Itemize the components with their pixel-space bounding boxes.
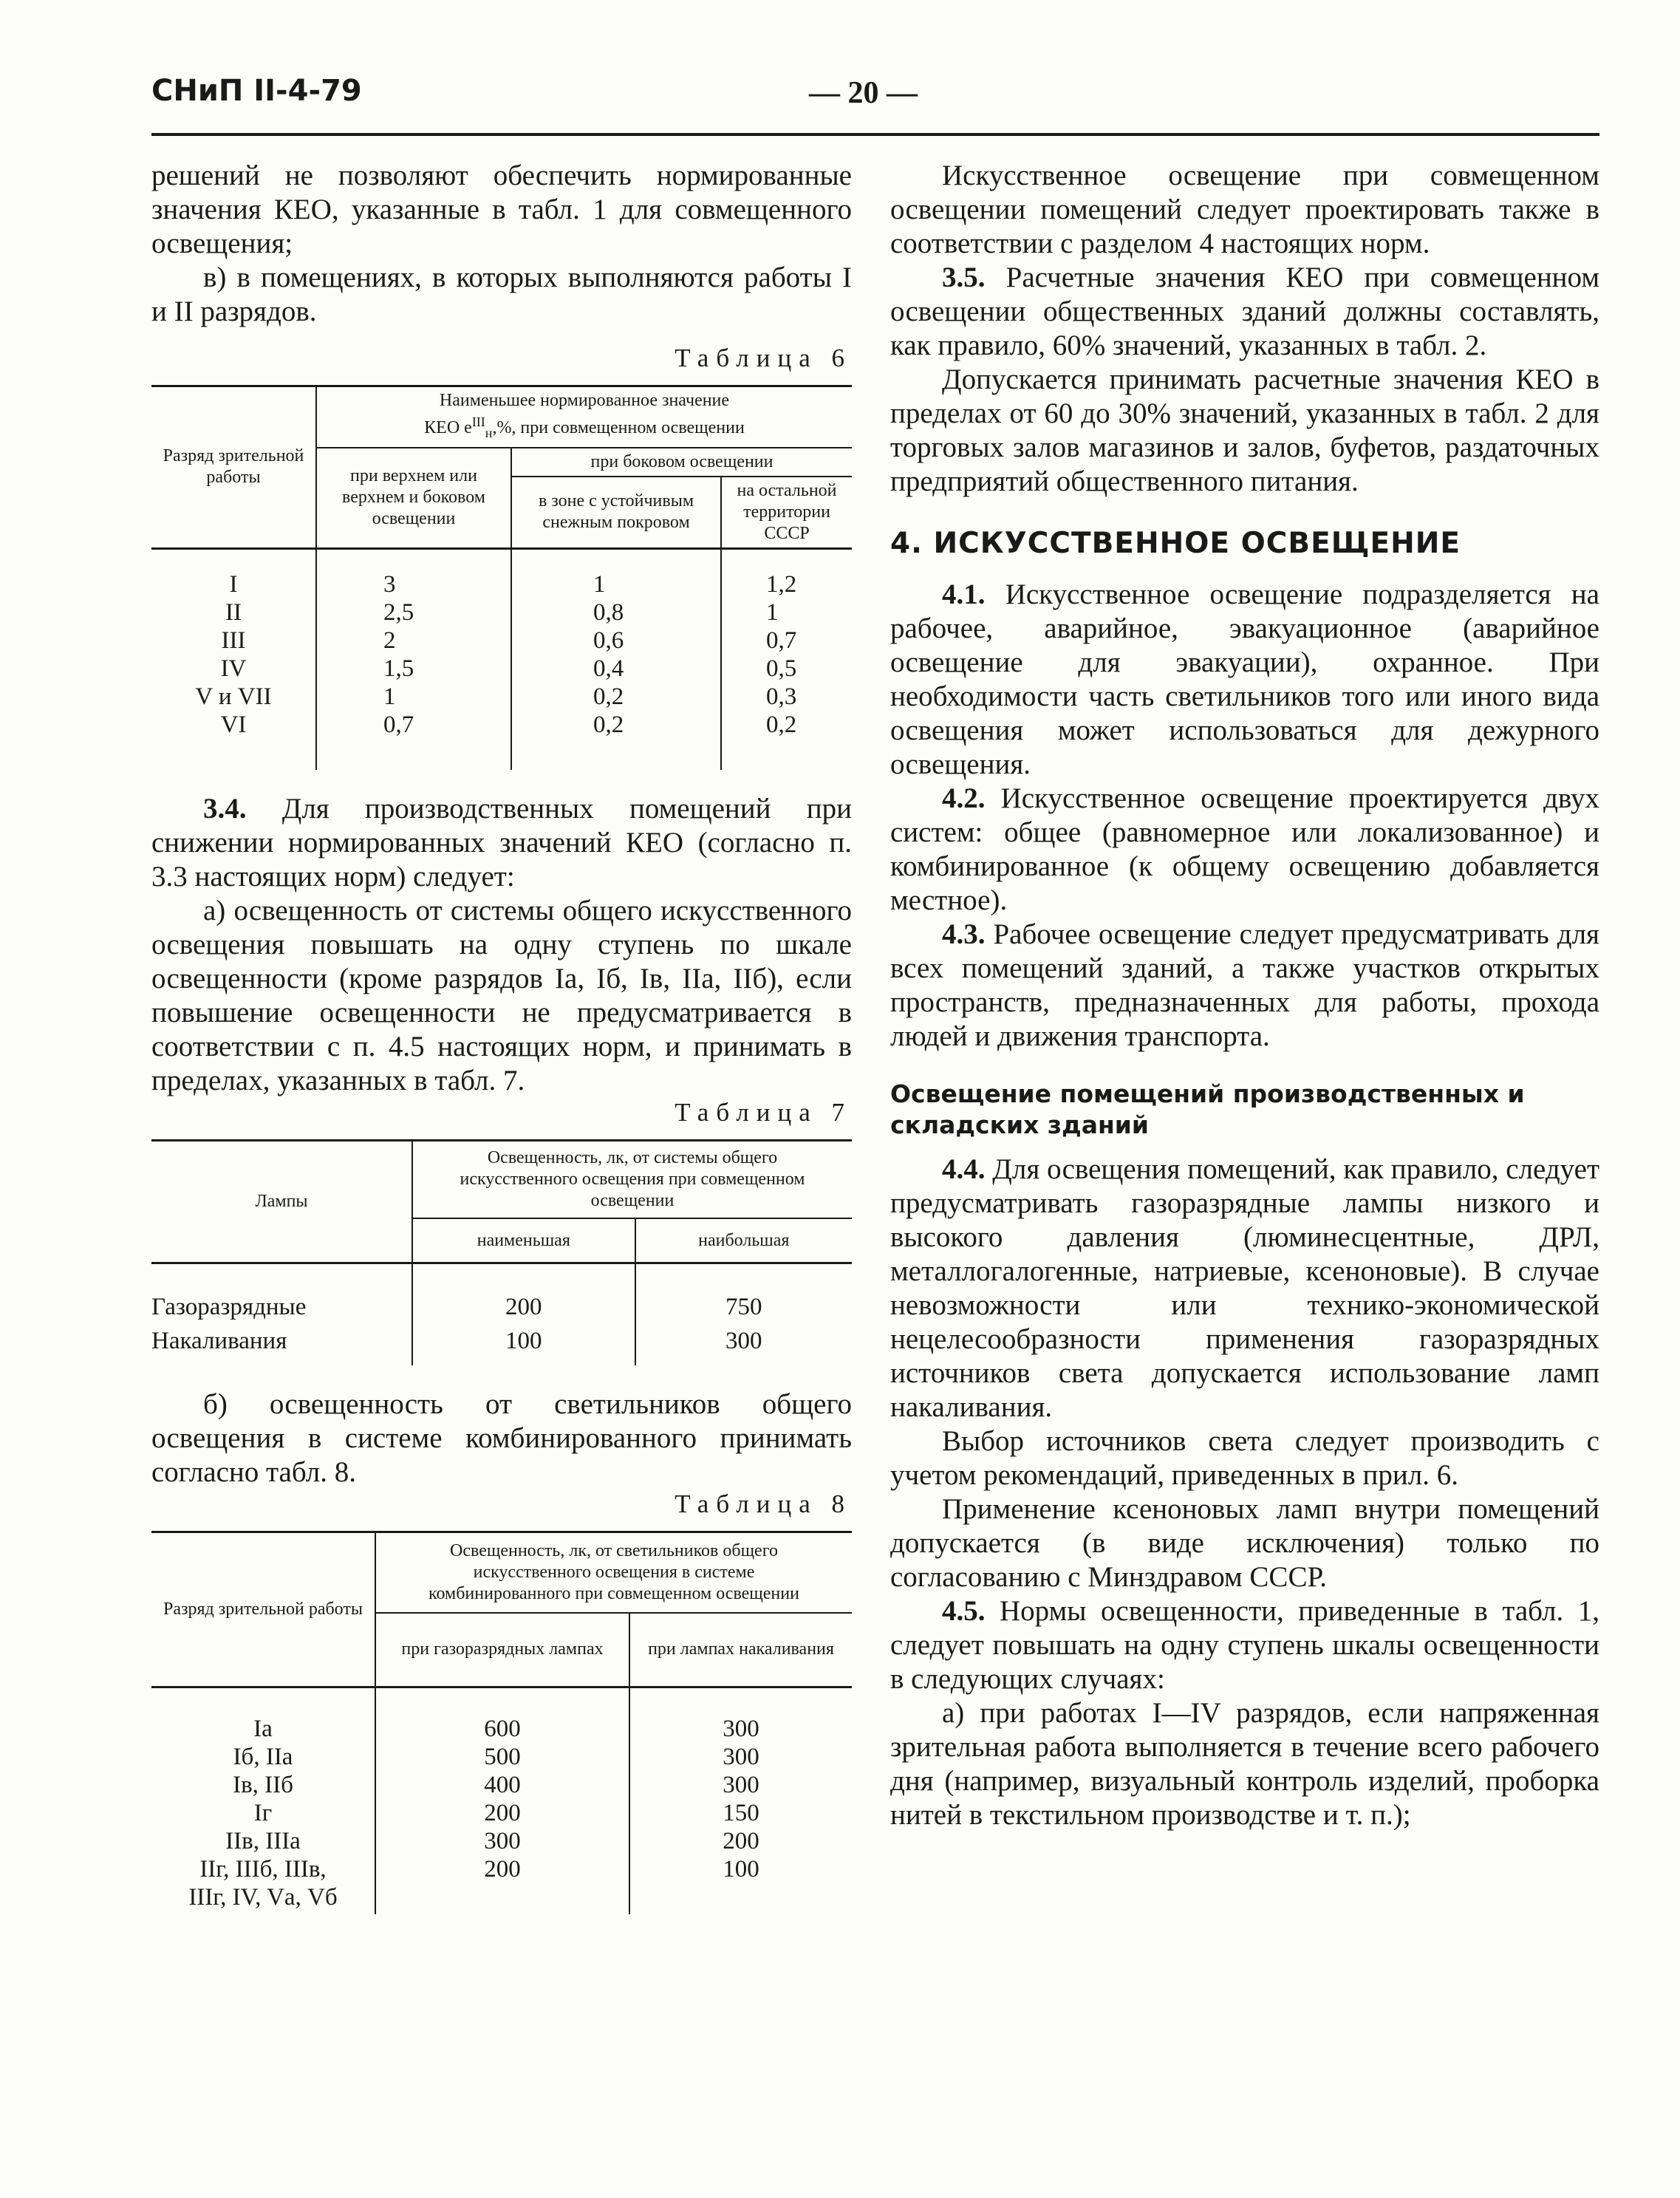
t6-col-rank: I II III IV V и VII VI xyxy=(195,570,272,738)
table-6-caption: Таблица 6 xyxy=(675,344,852,372)
paragraph-4-4-c: Применение ксеноновых ламп внутри помещений допускается (в виде исключения) только по согласованию с Минздравом СССР. xyxy=(890,1493,1599,1593)
t6-header-rest: на остальной территории СССР xyxy=(721,477,852,549)
paragraph-4-5: 4.5. Нормы освещенности, приведенные в табл. 1, следует повышать на одну ступень шкалы освещенности в следующих случаях: xyxy=(890,1595,1599,1695)
t6-header-rank: Разряд зрительной работы xyxy=(163,446,304,488)
table-8-caption: Таблица 8 xyxy=(675,1489,852,1518)
t6-header-snow: в зоне с устойчивым снежным покровом xyxy=(511,477,721,549)
t7-header-min: наименьшая xyxy=(412,1218,635,1263)
paragraph-4-3: 4.3. Рабочее освещение следует предусматривать для всех помещений зданий, а также участков открытых пространств, предназначенных для работы, прохода людей и движения транспорта. xyxy=(890,918,1599,1052)
t8-header-main: Освещенность, лк, от светильников общего искусственного освещения в системе комбинированного при совмещенном освещении xyxy=(375,1532,852,1613)
t8-col-incandescent: 300 300 300 150 200 100 xyxy=(629,1687,852,1914)
paragraph-3-4-b: б) освещенность от светильников общего освещения в системе комбинированного принимать согласно табл. 8. xyxy=(151,1388,852,1488)
t6-col-top-light: 3 2,5 2 1,5 1 0,7 xyxy=(316,548,511,770)
t6-col-snow: 1 0,8 0,6 0,4 0,2 0,2 xyxy=(511,548,721,770)
paragraph-3-4-a: а) освещенность от системы общего искусственного освещения повышать на одну ступень по шкале освещенности (кроме разрядов Iа, Iб, Iв, IIа, IIб), если повышение освещенности не предусматривается в соответствии с п. 4.5 настоящих норм, и принимать в пределах, указанных в табл. 7. xyxy=(151,895,852,1097)
t6-header-side-light: при боковом освещении xyxy=(511,448,852,477)
page-number: — 20 — xyxy=(809,76,918,110)
table-7 xyxy=(151,1139,852,1365)
paragraph-4-5-a: а) при работах I—IV разрядов, если напряженная зрительная работа выполняется в течение всего рабочего дня (например, визуальный контроль изделий, проборка нитей в текстильном производстве и т. п.); xyxy=(890,1697,1599,1831)
paragraph-continuation: решений не позволяют обеспечить нормированные значения КЕО, указанные в табл. 1 для совмещенного освещения; xyxy=(151,160,852,259)
paragraph-4-4: 4.4. Для освещения помещений, как правило, следует предусматривать газоразрядные лампы низкого и высокого давления (люминесцентные, ДРЛ, металлогалогенные, натриевые, ксеноновые). В случае невозможности или технико-экономической нецелесообразности применения газоразрядных источников света допускается использование ламп накаливания. xyxy=(890,1153,1599,1423)
table-8 xyxy=(151,1531,852,1914)
section-4-heading: 4. ИСКУССТВЕННОЕ ОСВЕЩЕНИЕ xyxy=(890,527,1461,560)
subsection-heading: Освещение помещений производственных и складских зданий xyxy=(890,1079,1525,1139)
t7-header-max: наибольшая xyxy=(635,1218,852,1263)
t8-header-gas: при газоразрядных лампах xyxy=(375,1613,629,1687)
t6-header-main: Наименьшее нормированное значение КЕО $e^{III}_н,\%$, при совмещенном освещении xyxy=(316,386,852,448)
paragraph-3-4: 3.4. Для производственных помещений при снижении нормированных значений КЕО (согласно п. 3.3 настоящих норм) следует: xyxy=(151,793,852,893)
t6-col-rest: 1,2 1 0,7 0,5 0,3 0,2 xyxy=(721,548,852,770)
t8-col-rank: Iа Iб, IIа Iв, IIб Iг IIв, IIIа IIг, IIIб, IIIв, IIIг, IV, Vа, Vб xyxy=(188,1715,338,1911)
document-code: СНиП II-4-79 xyxy=(151,74,362,108)
paragraph-3-5-b: Допускается принимать расчетные значения КЕО в пределах от 60 до 30% значений, указанных в табл. 2 для торговых залов магазинов и залов, буфетов, раздаточных предприятий общественного питания. xyxy=(890,364,1599,497)
page-header xyxy=(151,74,1599,136)
paragraph-3-5: 3.5. Расчетные значения КЕО при совмещенном освещении общественных зданий должны составлять, как правило, 60% значений, указанных в табл. 2. xyxy=(890,262,1599,361)
paragraph-3-3-v: в) в помещениях, в которых выполняются работы I и II разрядов. xyxy=(151,262,852,327)
left-column xyxy=(151,159,852,1914)
t8-header-rank: Разряд зрительной работы xyxy=(163,1599,363,1619)
paragraph-artificial-combined: Искусственное освещение при совмещенном освещении помещений следует проектировать также в соответствии с разделом 4 настоящих норм. xyxy=(890,160,1599,259)
table-row: Газоразрядные 200 750 xyxy=(151,1290,852,1324)
table-row: Накаливания 100 300 xyxy=(151,1324,852,1365)
t7-header-main: Освещенность, лк, от системы общего искусственного освещения при совмещенном освещении xyxy=(412,1141,852,1219)
paragraph-4-4-b: Выбор источников света следует производить с учетом рекомендаций, приведенных в прил. 6. xyxy=(890,1425,1599,1491)
paragraph-4-2: 4.2. Искусственное освещение проектируется двух систем: общее (равномерное или локализованное) и комбинированное (к общему освещению добавляется местное). xyxy=(890,782,1599,916)
t7-header-lamps: Лампы xyxy=(255,1192,308,1212)
t6-header-top-light: при верхнем или верхнем и боковом освещении xyxy=(316,448,511,549)
paragraph-4-1: 4.1. Искусственное освещение подразделяется на рабочее, аварийное, эвакуационное (аварийное освещение для эвакуации), охранное. При необходимости часть светильников того или иного вида освещения может использоваться для дежурного освещения. xyxy=(890,578,1599,780)
table-7-caption: Таблица 7 xyxy=(675,1098,852,1127)
t8-col-gas: 600 500 400 200 300 200 xyxy=(375,1687,629,1914)
table-6 xyxy=(151,385,852,770)
t8-header-incandescent: при лампах накаливания xyxy=(629,1613,852,1687)
right-column xyxy=(890,159,1599,1832)
